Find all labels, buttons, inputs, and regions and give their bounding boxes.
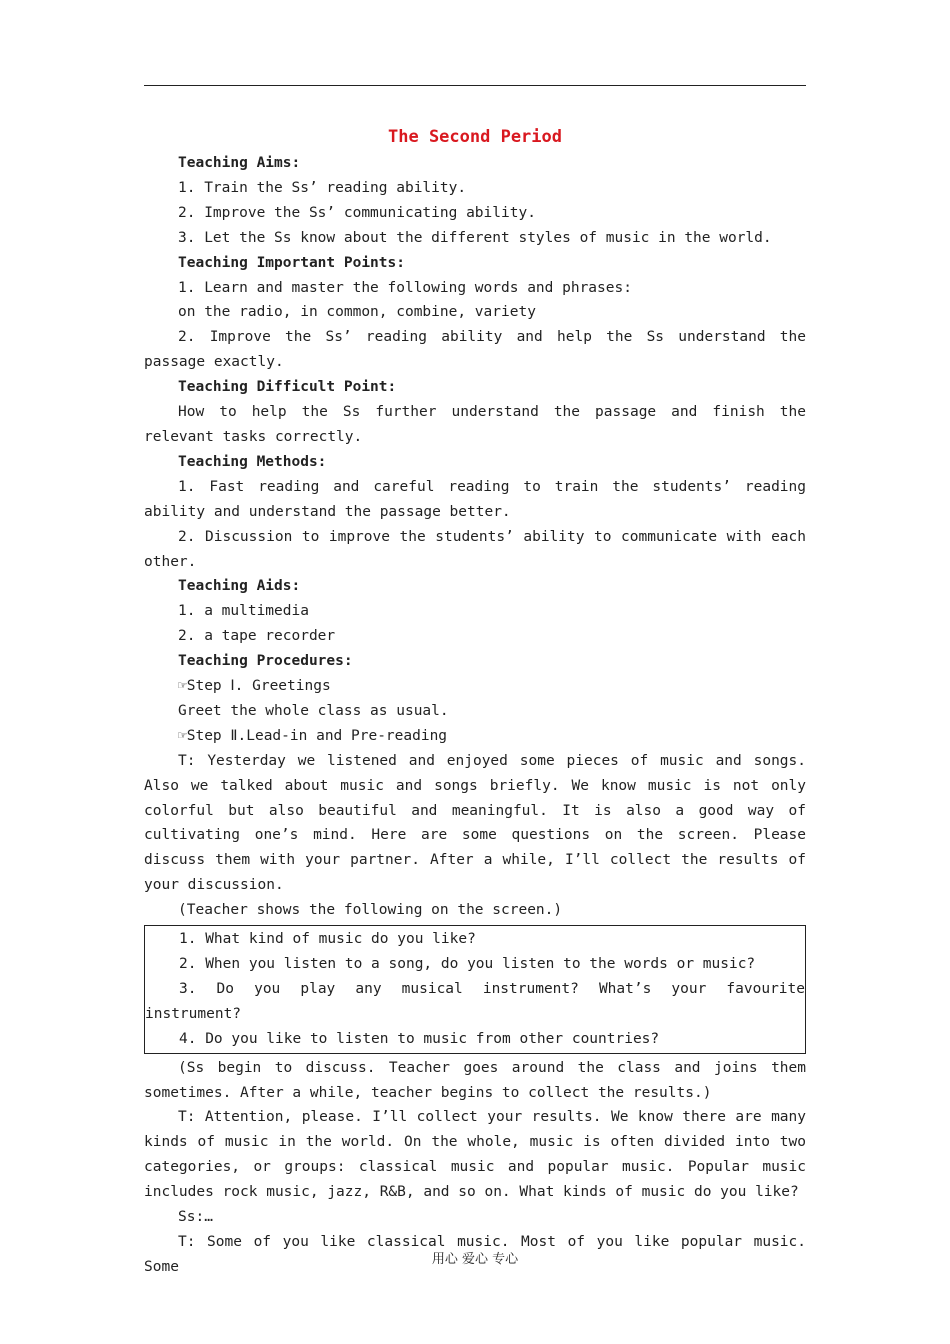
header-rule	[144, 85, 806, 86]
stage-note: (Ss begin to discuss. Teacher goes around the class and joins them sometimes. After a while, teacher begins to collect the results.)	[144, 1059, 806, 1101]
important-item: on the radio, in common, combine, variety	[178, 304, 536, 321]
students-response: Ss:…	[178, 1209, 213, 1226]
step-heading: ☞Step Ⅱ.Lead-in and Pre-reading	[178, 727, 448, 744]
important-item: 1. Learn and master the following words and phrases:	[178, 279, 632, 296]
aim-item: 3. Let the Ss know about the different styles of music in the world.	[178, 229, 772, 246]
page-footer: 用心 爱心 专心	[431, 1252, 519, 1267]
teacher-speech: T: Attention, please. I’ll collect your results. We know there are many kinds of music in the world. On the whole, music is often divided into two categories, or groups: classical music and popular music. Popular music includes rock music, jazz, R&B, and so on. What kinds of music do you like?	[144, 1109, 806, 1201]
method-item: 1. Fast reading and careful reading to train the students’ reading ability and understand the passage better.	[144, 478, 806, 520]
question-box	[144, 925, 806, 1054]
step-heading: ☞Step Ⅰ. Greetings	[178, 678, 331, 695]
step-text: Greet the whole class as usual.	[178, 702, 449, 719]
aims-heading: Teaching Aims:	[178, 155, 301, 171]
stage-note: (Teacher shows the following on the screen.)	[178, 902, 563, 919]
method-item: 2. Discussion to improve the students’ ability to communicate with each other.	[144, 528, 806, 570]
aid-item: 1. a multimedia	[178, 603, 309, 620]
question-item: 3. Do you play any musical instrument? What’s your favourite instrument?	[145, 980, 805, 1022]
difficult-item: How to help the Ss further understand the passage and finish the relevant tasks correctly.	[144, 404, 806, 445]
methods-heading: Teaching Methods:	[178, 453, 327, 470]
question-item: 1. What kind of music do you like?	[179, 931, 476, 948]
question-item: 4. Do you like to listen to music from other countries?	[179, 1030, 660, 1047]
aim-item: 1. Train the Ss’ reading ability.	[178, 179, 467, 196]
difficult-heading: Teaching Difficult Point:	[178, 379, 397, 396]
document-body	[144, 123, 806, 1280]
important-item: 2. Improve the Ss’ reading ability and help the Ss understand the passage exactly.	[144, 329, 806, 371]
aids-heading: Teaching Aids:	[178, 578, 301, 595]
question-item: 2. When you listen to a song, do you listen to the words or music?	[179, 956, 756, 972]
aim-item: 2. Improve the Ss’ communicating ability.	[178, 204, 536, 221]
teacher-speech: T: Some of you like classical music. Most of you like popular music. Some	[144, 1233, 806, 1275]
teacher-speech: T: Yesterday we listened and enjoyed some pieces of music and songs. Also we talked about music and songs briefly. We know music is not only colorful but also beautiful and meaningful. It is also a good way of cultivating one’s mind. Here are some questions on the screen. Please discuss them with your partner. After a while, I’ll collect the results of your discussion.	[144, 752, 806, 894]
important-heading: Teaching Important Points:	[178, 254, 405, 271]
page-title: The Second Period	[388, 127, 562, 147]
procedures-heading: Teaching Procedures:	[178, 653, 353, 670]
aid-item: 2. a tape recorder	[178, 628, 336, 645]
